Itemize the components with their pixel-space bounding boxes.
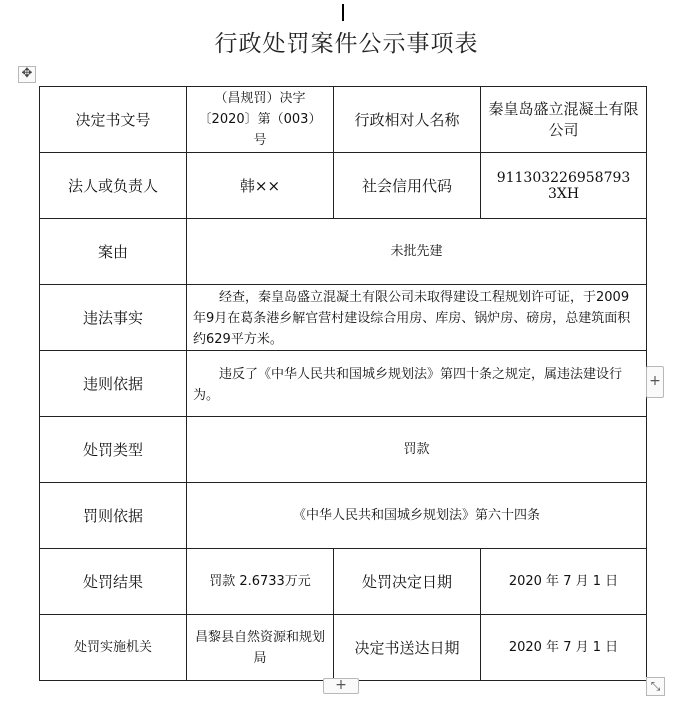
- party-name-value[interactable]: 秦皇岛盛立混凝土有限公司: [481, 87, 647, 153]
- result-label[interactable]: 处罚结果: [40, 549, 187, 615]
- decision-no-value[interactable]: [187, 87, 334, 153]
- table-row: [40, 483, 647, 549]
- result-value[interactable]: 罚款 2.6733万元: [187, 549, 334, 615]
- table-row: [40, 87, 647, 153]
- delivery-date-value[interactable]: 2020 年 7 月 1 日: [481, 615, 647, 681]
- table-row: [40, 417, 647, 483]
- diagonal-resize-icon[interactable]: ⤡: [646, 677, 665, 696]
- cause-label[interactable]: 案由: [40, 219, 187, 285]
- agency-label[interactable]: 处罚实施机关: [40, 615, 187, 681]
- credit-code-label[interactable]: 社会信用代码: [334, 153, 481, 219]
- table-row: [40, 549, 647, 615]
- plus-icon[interactable]: +: [646, 366, 664, 398]
- legal-rep-label[interactable]: 法人或负责人: [40, 153, 187, 219]
- table-row: [40, 351, 647, 417]
- plus-icon[interactable]: +: [323, 678, 359, 694]
- penalty-basis-label[interactable]: 罚则依据: [40, 483, 187, 549]
- table-row: [40, 615, 647, 681]
- decision-no-line2: 〔2020〕第（003）号: [198, 112, 322, 148]
- delivery-date-label[interactable]: 决定书送达日期: [334, 615, 481, 681]
- table-row: [40, 219, 647, 285]
- party-name-label[interactable]: 行政相对人名称: [334, 87, 481, 153]
- document-title: 行政处罚案件公示事项表: [214, 31, 479, 57]
- decision-date-label[interactable]: 处罚决定日期: [334, 549, 481, 615]
- agency-value[interactable]: 昌黎县自然资源和规划局: [187, 615, 334, 681]
- table-row: [40, 153, 647, 219]
- move-arrows-icon[interactable]: ✥: [18, 66, 36, 83]
- facts-label[interactable]: 违法事实: [40, 285, 187, 351]
- facts-value[interactable]: 经查，秦皇岛盛立混凝土有限公司未取得建设工程规划许可证，于2009年9月在葛条港乡解官营村建设综合用房、库房、锅炉房、磅房，总建筑面积约629平方米。: [187, 285, 647, 351]
- violated-basis-label[interactable]: 违则依据: [40, 351, 187, 417]
- penalty-type-label[interactable]: 处罚类型: [40, 417, 187, 483]
- decision-no-label[interactable]: 决定书文号: [40, 87, 187, 153]
- penalty-disclosure-table: [39, 86, 647, 681]
- cause-value[interactable]: 未批先建: [187, 219, 647, 285]
- decision-no-line1: （昌规罚）决字: [214, 91, 306, 106]
- penalty-basis-value[interactable]: 《中华人民共和国城乡规划法》第六十四条: [187, 483, 647, 549]
- table-row: [40, 285, 647, 351]
- credit-code-value[interactable]: 911303226958793 3XH: [481, 153, 647, 219]
- violated-basis-value[interactable]: 违反了《中华人民共和国城乡规划法》第四十条之规定，属违法建设行为。: [187, 351, 647, 417]
- text-cursor: [342, 4, 344, 21]
- penalty-type-value[interactable]: 罚款: [187, 417, 647, 483]
- decision-date-value[interactable]: 2020 年 7 月 1 日: [481, 549, 647, 615]
- legal-rep-value[interactable]: 韩××: [187, 153, 334, 219]
